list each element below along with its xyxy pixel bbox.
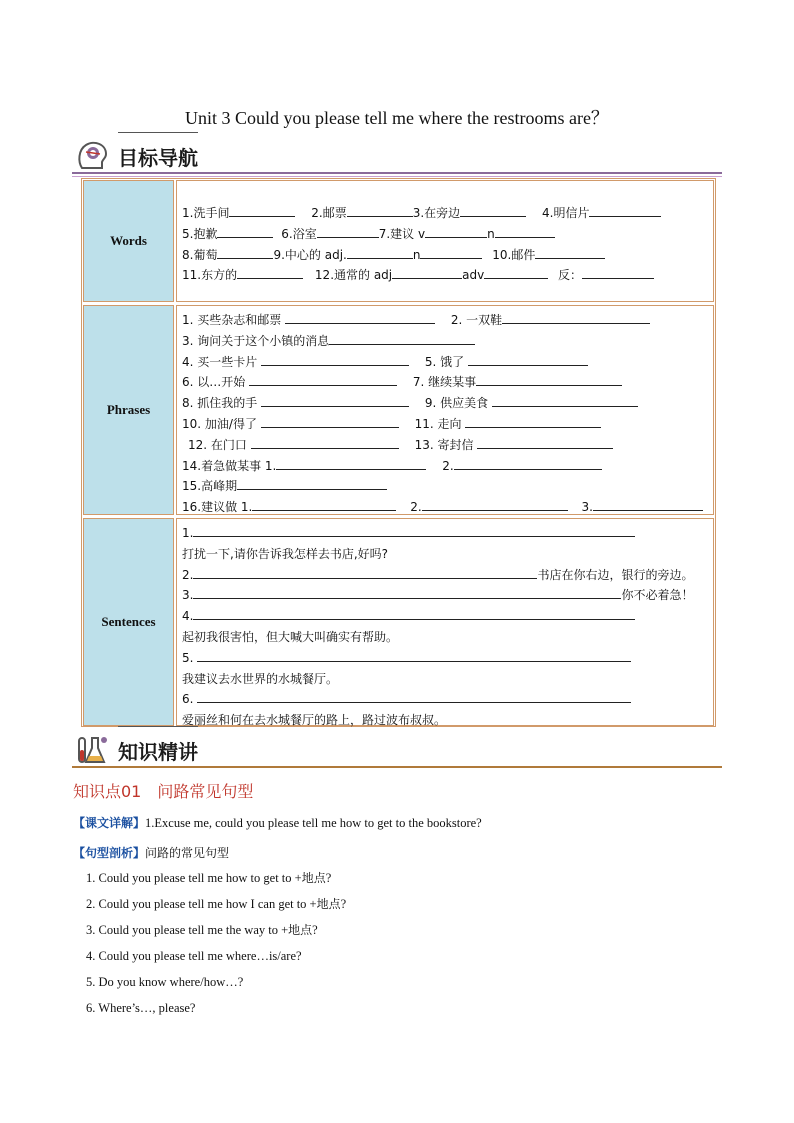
pattern-end: ? — [340, 897, 347, 911]
word-prompt: 5.抱歉 — [182, 226, 218, 241]
phrase-prompt: 5. 饿了 — [424, 354, 465, 369]
answer-blank[interactable] — [217, 245, 273, 259]
phrase-line — [182, 414, 708, 435]
sentence-translation: 爱丽丝和何在去水城餐厅的路上，路过波布叔叔。 — [182, 713, 447, 728]
analysis-body: 问路的常见句型 — [145, 846, 230, 860]
answer-blank[interactable] — [251, 435, 399, 449]
answer-blank[interactable] — [261, 352, 409, 366]
word-prompt: 2.邮票 — [311, 206, 347, 220]
answer-blank[interactable] — [347, 203, 413, 217]
list-item — [86, 1000, 346, 1026]
pattern-analysis — [73, 844, 229, 861]
phrase-prompt: 2. 一双鞋 — [450, 313, 503, 327]
sentence-translation: 打扰一下,请你告诉我怎样去书店,好吗? — [182, 546, 388, 561]
phrase-prompt: 8. 抓住我的手 — [182, 396, 258, 411]
answer-blank[interactable] — [425, 224, 487, 238]
phrase-line — [182, 456, 708, 477]
phrase-prompt: 12. 在门口 — [188, 437, 247, 452]
list-item — [86, 948, 346, 974]
brain-head-icon — [74, 138, 110, 174]
answer-blank[interactable] — [593, 497, 703, 511]
section-overline — [118, 726, 198, 727]
knowledge-point-heading: 问路常见句型 — [157, 782, 254, 801]
list-item — [86, 896, 346, 922]
phrase-prompt: 9. 供应美食 — [424, 396, 489, 411]
word-prompt: 1.洗手间 — [182, 206, 230, 220]
phrase-prompt: 16.建议做 1. — [182, 500, 253, 515]
word-line — [182, 203, 708, 224]
row-header-label: Words — [110, 233, 147, 248]
phrase-line — [182, 497, 708, 518]
answer-blank[interactable] — [329, 331, 475, 345]
answer-blank[interactable] — [252, 497, 396, 511]
section-knowledge-label: 知识精讲 — [118, 740, 198, 764]
text-explanation — [73, 814, 482, 831]
pattern-text: 1. Could you please tell me how to get to + — [86, 871, 302, 885]
word-line — [182, 245, 708, 266]
answer-blank[interactable] — [237, 265, 303, 279]
phrase-prompt: 1. 买些杂志和邮票 — [182, 313, 282, 327]
sentence-line — [182, 565, 708, 586]
sentence-line — [182, 689, 708, 710]
goal-table — [81, 178, 716, 727]
analysis-tag: 【句型剖析】 — [73, 846, 146, 860]
sentence-line — [182, 585, 708, 606]
sentence-number: 5. — [182, 650, 194, 665]
phrase-prompt: 4. 买一些卡片 — [182, 354, 258, 369]
answer-blank[interactable] — [492, 393, 638, 407]
answer-blank[interactable] — [193, 565, 537, 579]
explanation-body: 1.Excuse me, could you please tell me how to get to the bookstore? — [145, 816, 482, 830]
table-row-phrases — [82, 304, 715, 516]
word-prompt: n — [487, 226, 495, 241]
section-divider-thin — [72, 176, 722, 177]
knowledge-point-title — [73, 779, 253, 802]
pattern-place: 地点 — [288, 923, 313, 937]
phrase-prompt: 2. — [442, 458, 454, 473]
answer-blank[interactable] — [237, 476, 387, 490]
section-goal-header — [72, 138, 722, 174]
list-item — [86, 870, 346, 896]
phrase-prompt: 14.着急做某事 1. — [182, 458, 277, 473]
phrase-prompt: 13. 寄封信 — [414, 437, 474, 452]
pattern-list — [86, 870, 346, 1026]
word-prompt: 10.邮件 — [492, 247, 536, 262]
answer-blank[interactable] — [589, 203, 661, 217]
phrase-prompt: 10. 加油/得了 — [182, 416, 257, 431]
sentence-line — [182, 606, 708, 627]
word-prompt: 8.葡萄 — [182, 247, 218, 262]
answer-blank[interactable] — [420, 245, 482, 259]
answer-blank[interactable] — [465, 414, 601, 428]
sentence-number: 2. — [182, 567, 194, 582]
phrase-line — [182, 331, 708, 352]
sentence-line — [182, 648, 708, 669]
answer-blank[interactable] — [249, 372, 397, 386]
pattern-place: 地点 — [301, 871, 326, 885]
sentence-translation: 起初我很害怕，但大喊大叫确实有帮助。 — [182, 629, 399, 644]
word-line — [182, 265, 708, 286]
word-prompt: adv — [462, 268, 485, 283]
word-line — [182, 224, 708, 245]
word-prompt: 9.中心的 adj. — [273, 247, 347, 262]
answer-blank[interactable] — [582, 265, 654, 279]
answer-blank[interactable] — [495, 224, 555, 238]
row-content — [176, 180, 714, 302]
answer-blank[interactable] — [193, 606, 635, 620]
pattern-end: ? — [325, 871, 332, 885]
word-prompt: 4.明信片 — [542, 206, 590, 220]
pattern-end: ? — [312, 923, 318, 937]
phrase-prompt: 15.高峰期 — [182, 479, 238, 494]
section-knowledge-header — [72, 732, 722, 768]
sentence-number: 6. — [182, 692, 194, 707]
word-prompt: 反： — [558, 268, 583, 283]
sentence-line — [182, 523, 708, 544]
pattern-text: 4. Could you please tell me where…is/are? — [86, 949, 302, 963]
phrase-prompt: 3. 询问关于这个小镇的消息 — [182, 333, 330, 348]
phrase-prompt: 11. 走向 — [414, 416, 462, 431]
section-overline — [118, 132, 198, 133]
word-prompt: 12.通常的 adj — [314, 268, 393, 283]
row-header — [83, 305, 174, 515]
row-content — [176, 305, 714, 515]
answer-blank[interactable] — [217, 224, 273, 238]
list-item — [86, 922, 346, 948]
pattern-text: 2. Could you please tell me how I can get to + — [86, 897, 317, 911]
answer-blank[interactable] — [422, 497, 568, 511]
section-divider — [72, 172, 722, 174]
answer-blank[interactable] — [193, 585, 621, 599]
row-content — [176, 518, 714, 726]
word-prompt: 7.建议 v — [378, 226, 426, 241]
row-header-label: Sentences — [101, 614, 156, 629]
word-prompt: n — [412, 247, 421, 262]
page-title: Unit 3 Could you please tell me where the restrooms are？ — [185, 108, 609, 128]
row-header-label: Phrases — [106, 402, 151, 417]
answer-blank[interactable] — [261, 414, 399, 428]
phrase-prompt: 7. 继续某事 — [412, 375, 477, 390]
phrase-prompt: 2. — [410, 500, 422, 515]
answer-blank[interactable] — [347, 245, 413, 259]
answer-blank[interactable] — [193, 523, 635, 537]
answer-blank[interactable] — [484, 265, 548, 279]
word-prompt: 3.在旁边 — [412, 206, 461, 220]
answer-blank[interactable] — [454, 456, 602, 470]
phrase-line — [182, 476, 708, 497]
section-goal-label: 目标导航 — [118, 146, 198, 170]
pattern-text: 6. Where’s…, please? — [86, 1001, 196, 1015]
explanation-tag: 【课文详解】 — [73, 816, 146, 830]
answer-blank[interactable] — [261, 393, 409, 407]
pattern-text: 3. Could you please tell me the way to + — [86, 923, 289, 937]
knowledge-point-number: 知识点01 — [73, 782, 142, 801]
answer-blank[interactable] — [502, 310, 650, 324]
list-item — [86, 974, 346, 1000]
table-row-sentences — [82, 517, 715, 727]
answer-blank[interactable] — [317, 224, 379, 238]
phrase-prompt: 3. — [581, 500, 593, 515]
sentence-translation: 我建议去水世界的水城餐厅。 — [182, 671, 339, 686]
sentence-number: 4. — [182, 609, 194, 624]
sentence-hint: 你不必着急！ — [621, 588, 694, 603]
phrase-line — [182, 352, 708, 373]
section-divider — [72, 766, 722, 768]
phrase-line — [182, 310, 708, 331]
answer-blank[interactable] — [477, 435, 613, 449]
pattern-text: 5. Do you know where/how…? — [86, 975, 244, 989]
pattern-place: 地点 — [316, 897, 341, 911]
phrase-line — [182, 435, 708, 456]
phrase-line — [182, 372, 708, 393]
sentence-number: 3. — [182, 588, 194, 603]
answer-blank[interactable] — [535, 245, 605, 259]
word-prompt: 6.浴室 — [281, 226, 317, 241]
word-prompt: 11.东方的 — [182, 268, 238, 283]
answer-blank[interactable] — [197, 689, 631, 703]
phrase-prompt: 6. 以…开始 — [182, 375, 246, 390]
answer-blank[interactable] — [197, 648, 631, 662]
answer-blank[interactable] — [276, 456, 426, 470]
table-row-words — [82, 179, 715, 303]
answer-blank[interactable] — [468, 352, 588, 366]
lab-flask-icon — [74, 732, 110, 768]
answer-blank[interactable] — [285, 310, 435, 324]
sentence-hint: 书店在你右边，银行的旁边。 — [537, 567, 694, 582]
answer-blank[interactable] — [476, 372, 622, 386]
row-header — [83, 518, 174, 726]
answer-blank[interactable] — [392, 265, 462, 279]
row-header — [83, 180, 174, 302]
answer-blank[interactable] — [229, 203, 295, 217]
phrase-line — [182, 393, 708, 414]
sentence-number: 1. — [182, 526, 194, 540]
answer-blank[interactable] — [460, 203, 526, 217]
